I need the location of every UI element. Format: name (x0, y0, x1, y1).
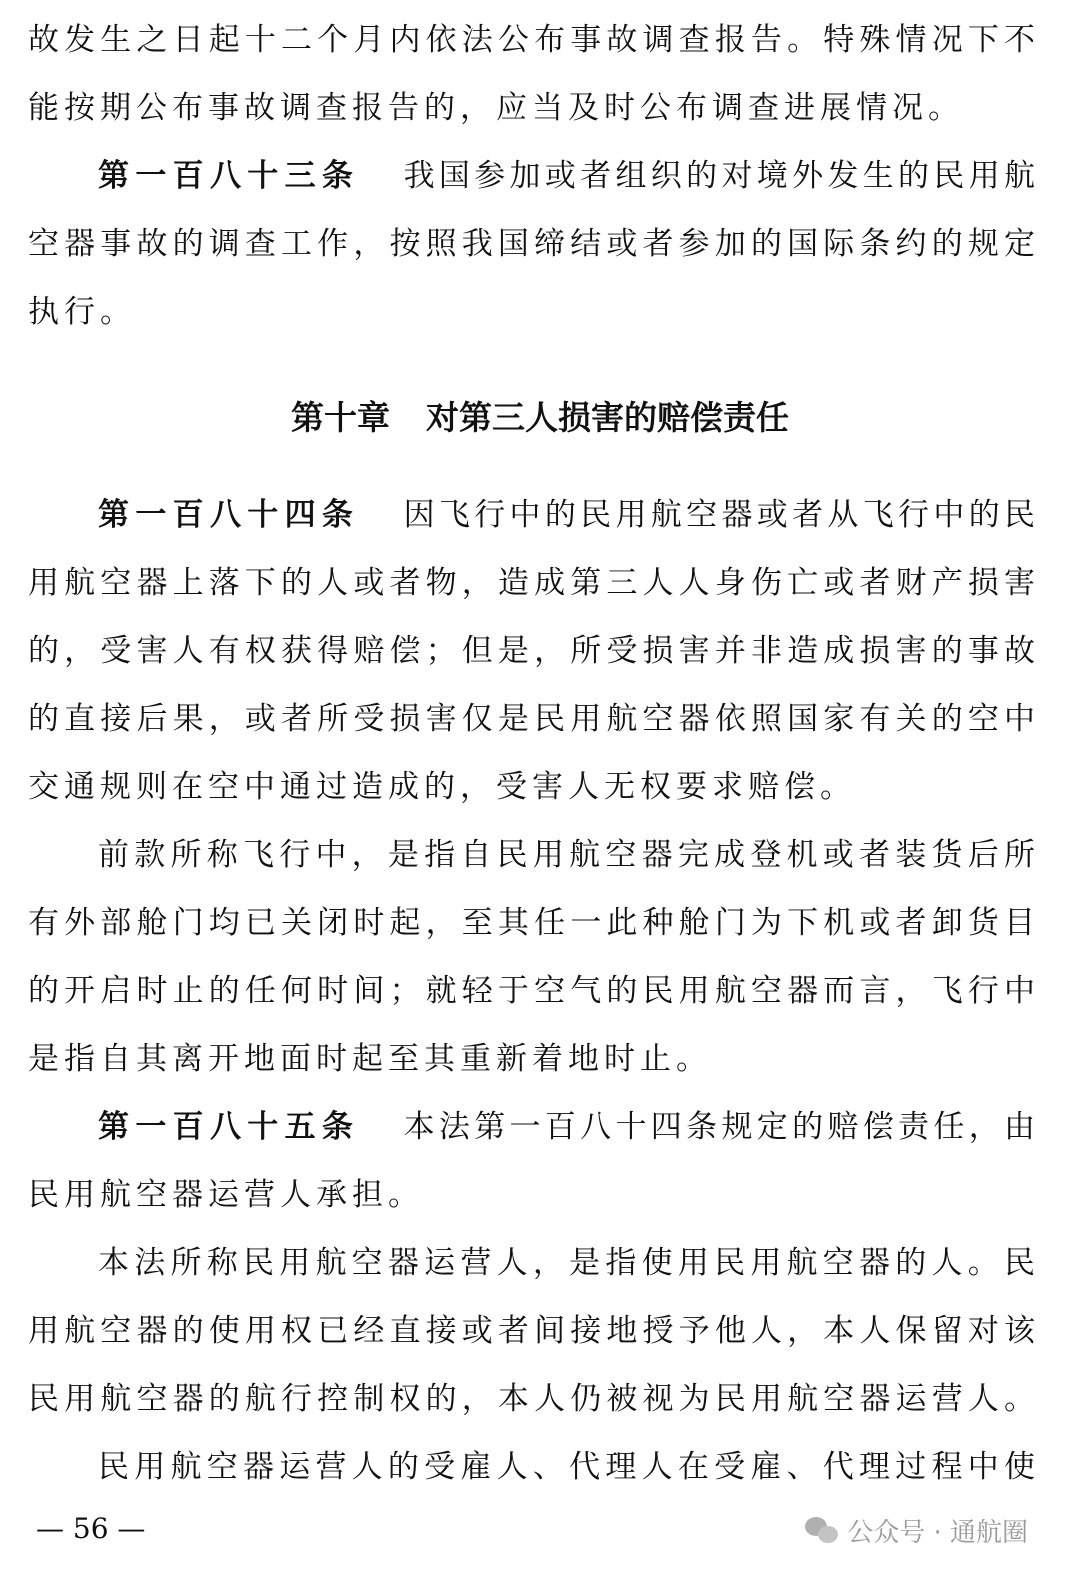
line-text: 用航空器的使用权已经直接或者间接地授予他人，本人保留对该 (28, 1313, 1035, 1349)
line-text: 故发生之日起十二个月内依法公布事故调查报告。特殊情况下不 (28, 22, 1035, 58)
text-line (28, 88, 1035, 128)
line-text: 空器事故的调查工作，按照我国缔结或者参加的国际条约的规定 (28, 226, 1035, 262)
line-text: 民用航空器运营人承担。 (28, 1177, 424, 1213)
text-line (28, 971, 1035, 1011)
line-text: 执行。 (28, 294, 136, 330)
text-line (28, 292, 1035, 332)
article-line (98, 1107, 1035, 1147)
line-text: 因飞行中的民用航空器或者从飞行中的民 (399, 497, 1036, 533)
line-text: 的开启时止的任何时间；就轻于空气的民用航空器而言，飞行中 (28, 973, 1035, 1009)
page-number: — 56 — (36, 1512, 146, 1545)
article-number: 第一百八十五条 (98, 1109, 360, 1145)
line-text: 我国参加或者组织的对境外发生的民用航 (399, 158, 1036, 194)
text-line (28, 1175, 1035, 1215)
text-line (28, 903, 1035, 943)
text-line (28, 20, 1035, 60)
line-text: 是指自其离开地面时起至其重新着地时止。 (28, 1041, 712, 1077)
watermark (805, 1512, 1028, 1549)
wechat-icon (805, 1517, 839, 1545)
text-line (98, 1243, 1035, 1283)
line-text: 前款所称飞行中，是指自民用航空器完成登机或者装货后所 (98, 837, 1035, 873)
text-line (28, 631, 1035, 671)
article-line (98, 156, 1035, 196)
line-text: 民用航空器的航行控制权的，本人仍被视为民用航空器运营人。 (28, 1381, 1035, 1417)
line-text: 有外部舱门均已关闭时起，至其任一此种舱门为下机或者卸货目 (28, 905, 1035, 941)
text-line (98, 1447, 1035, 1487)
line-text: 能按期公布事故调查报告的，应当及时公布调查进展情况。 (28, 90, 964, 126)
line-text: 交通规则在空中通过造成的，受害人无权要求赔偿。 (28, 769, 856, 805)
chapter-number: 第十章 (291, 398, 390, 437)
text-line (28, 699, 1035, 739)
text-line (28, 1311, 1035, 1351)
text-line (28, 1039, 1035, 1079)
chapter-title: 对第三人损害的赔偿责任 (426, 398, 789, 437)
line-text: 用航空器上落下的人或者物，造成第三人人身伤亡或者财产损害 (28, 565, 1035, 601)
text-line (28, 224, 1035, 264)
line-text: 的，受害人有权获得赔偿；但是，所受损害并非造成损害的事故 (28, 633, 1035, 669)
text-line (28, 1379, 1035, 1419)
article-line (98, 495, 1035, 535)
chapter-heading (0, 392, 1080, 439)
article-number: 第一百八十四条 (98, 497, 360, 533)
article-number: 第一百八十三条 (98, 158, 360, 194)
line-text: 本法第一百八十四条规定的赔偿责任，由 (399, 1109, 1036, 1145)
line-text: 本法所称民用航空器运营人，是指使用民用航空器的人。民 (98, 1245, 1035, 1281)
watermark-text: 公众号 · 通航圈 (847, 1518, 1028, 1548)
line-text: 的直接后果，或者所受损害仅是民用航空器依照国家有关的空中 (28, 701, 1035, 737)
text-line (98, 835, 1035, 875)
line-text: 民用航空器运营人的受雇人、代理人在受雇、代理过程中使 (98, 1449, 1035, 1485)
text-line (28, 767, 1035, 807)
text-line (28, 563, 1035, 603)
